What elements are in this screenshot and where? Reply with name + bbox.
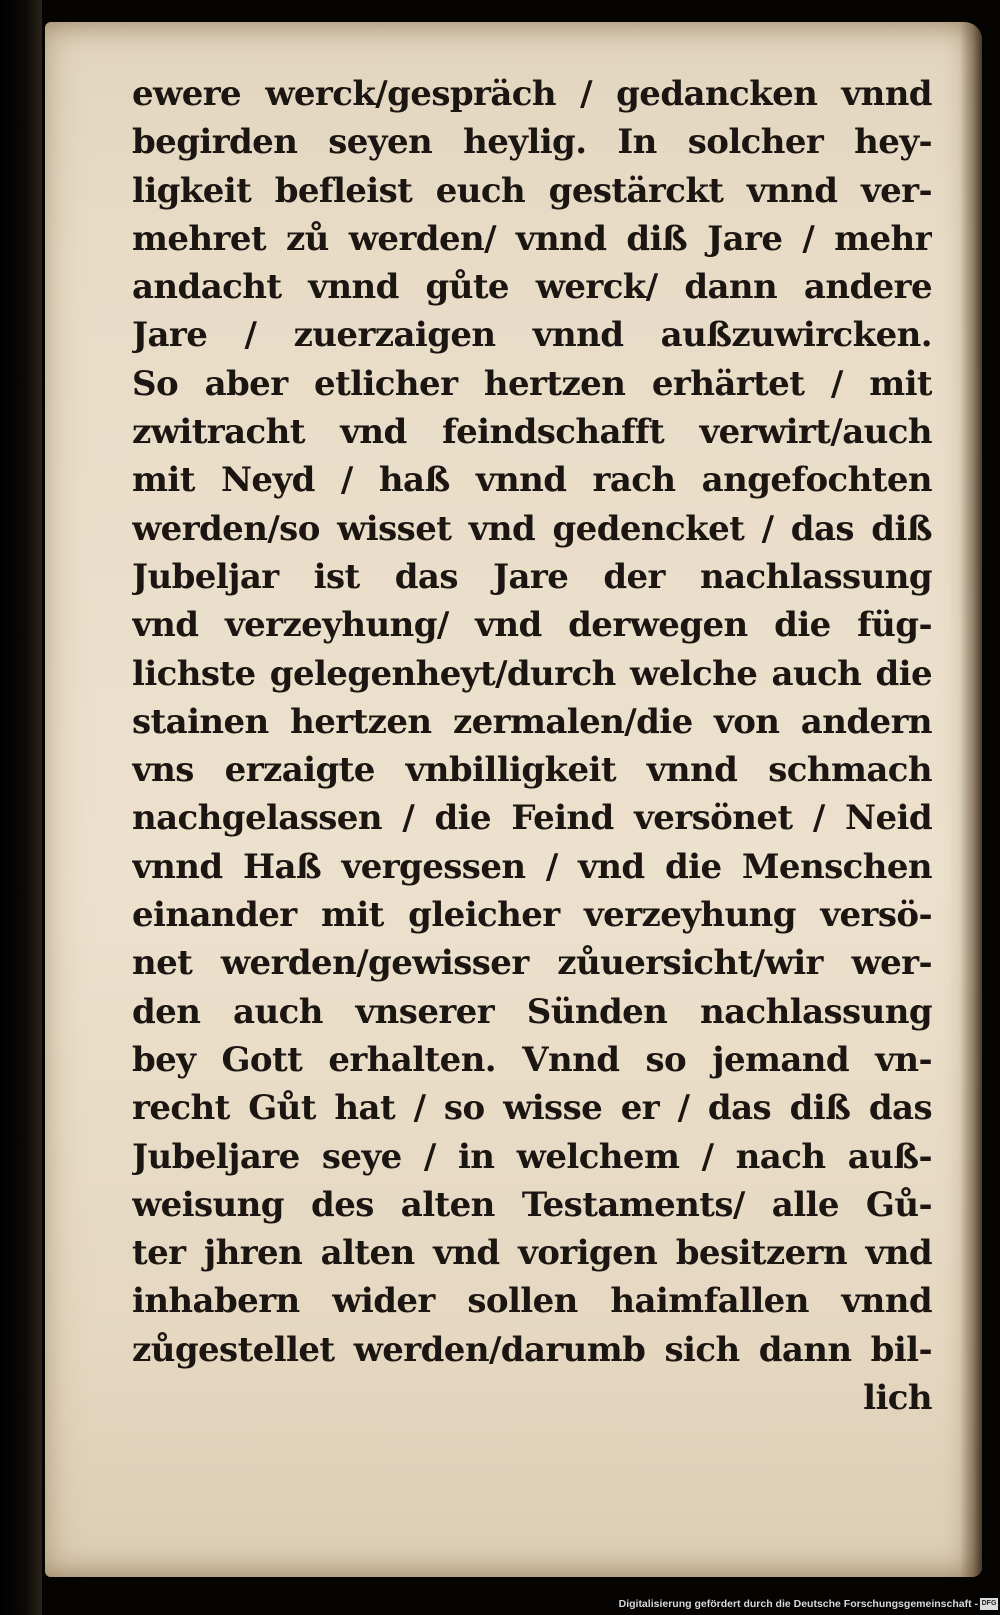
text-line: mit Neyd / haß vnnd rach angefochten	[132, 460, 932, 501]
dfg-logo: DFG	[980, 1598, 998, 1610]
text-line: begirden seyen heylig. In solcher hey-	[132, 122, 932, 163]
text-line: nachgelassen / die Feind versönet / Neid	[132, 798, 932, 839]
text-line: ewere werck/gespräch / gedancken vnnd	[132, 74, 932, 114]
text-line: zůgestellet werden/darumb sich dann bil-	[132, 1329, 932, 1370]
text-line: So aber etlicher hertzen erhärtet / mit	[132, 363, 932, 404]
text-line: einander mit gleicher verzeyhung versö-	[132, 895, 932, 936]
text-line: vns erzaigte vnbilligkeit vnnd schmach	[132, 750, 932, 791]
text-line: vnnd Haß vergessen / vnd die Menschen	[132, 846, 932, 887]
page-text-block	[132, 70, 932, 1422]
text-line: bey Gott erhalten. Vnnd so jemand vn-	[132, 1039, 932, 1080]
text-line: werden/so wisset vnd gedencket / das diß	[132, 508, 932, 549]
text-line: Jubeljare seye / in welchem / nach auß-	[132, 1136, 932, 1177]
text-line: recht Gůt hat / so wisse er / das diß das	[132, 1088, 932, 1129]
text-line: stainen hertzen zermalen/die von andern	[132, 701, 932, 742]
text-line: net werden/gewisser zůuersicht/wir wer-	[132, 943, 932, 984]
text-line: ligkeit befleist euch gestärckt vnnd ver-	[132, 170, 932, 211]
text-line: ter jhren alten vnd vorigen besitzern vnd	[132, 1233, 932, 1274]
page-edge-shadow	[960, 22, 982, 1577]
book-gutter	[0, 0, 42, 1615]
catchword: lich	[863, 1378, 932, 1419]
text-line: Jare / zuerzaigen vnnd außzuwircken.	[132, 315, 932, 356]
text-line: Jubeljar ist das Jare der nachlassung	[132, 556, 932, 597]
text-line: weisung des alten Testaments/ alle Gů-	[132, 1184, 932, 1225]
text-line: andacht vnnd gůte werck/ dann andere	[132, 267, 932, 308]
text-line: zwitracht vnd feindschafft verwirt/auch	[132, 412, 932, 453]
text-line: mehret zů werden/ vnnd diß Jare / mehr	[132, 218, 932, 259]
text-line: vnd verzeyhung/ vnd derwegen die füg-	[132, 605, 932, 646]
digitization-credit: Digitalisierung gefördert durch die Deutsche Forschungsgemeinschaft -	[618, 1598, 978, 1610]
text-line: lichste gelegenheyt/durch welche auch die	[132, 653, 932, 694]
text-line: inhabern wider sollen haimfallen vnnd	[132, 1281, 932, 1322]
text-line: den auch vnserer Sünden nachlassung	[132, 991, 932, 1032]
